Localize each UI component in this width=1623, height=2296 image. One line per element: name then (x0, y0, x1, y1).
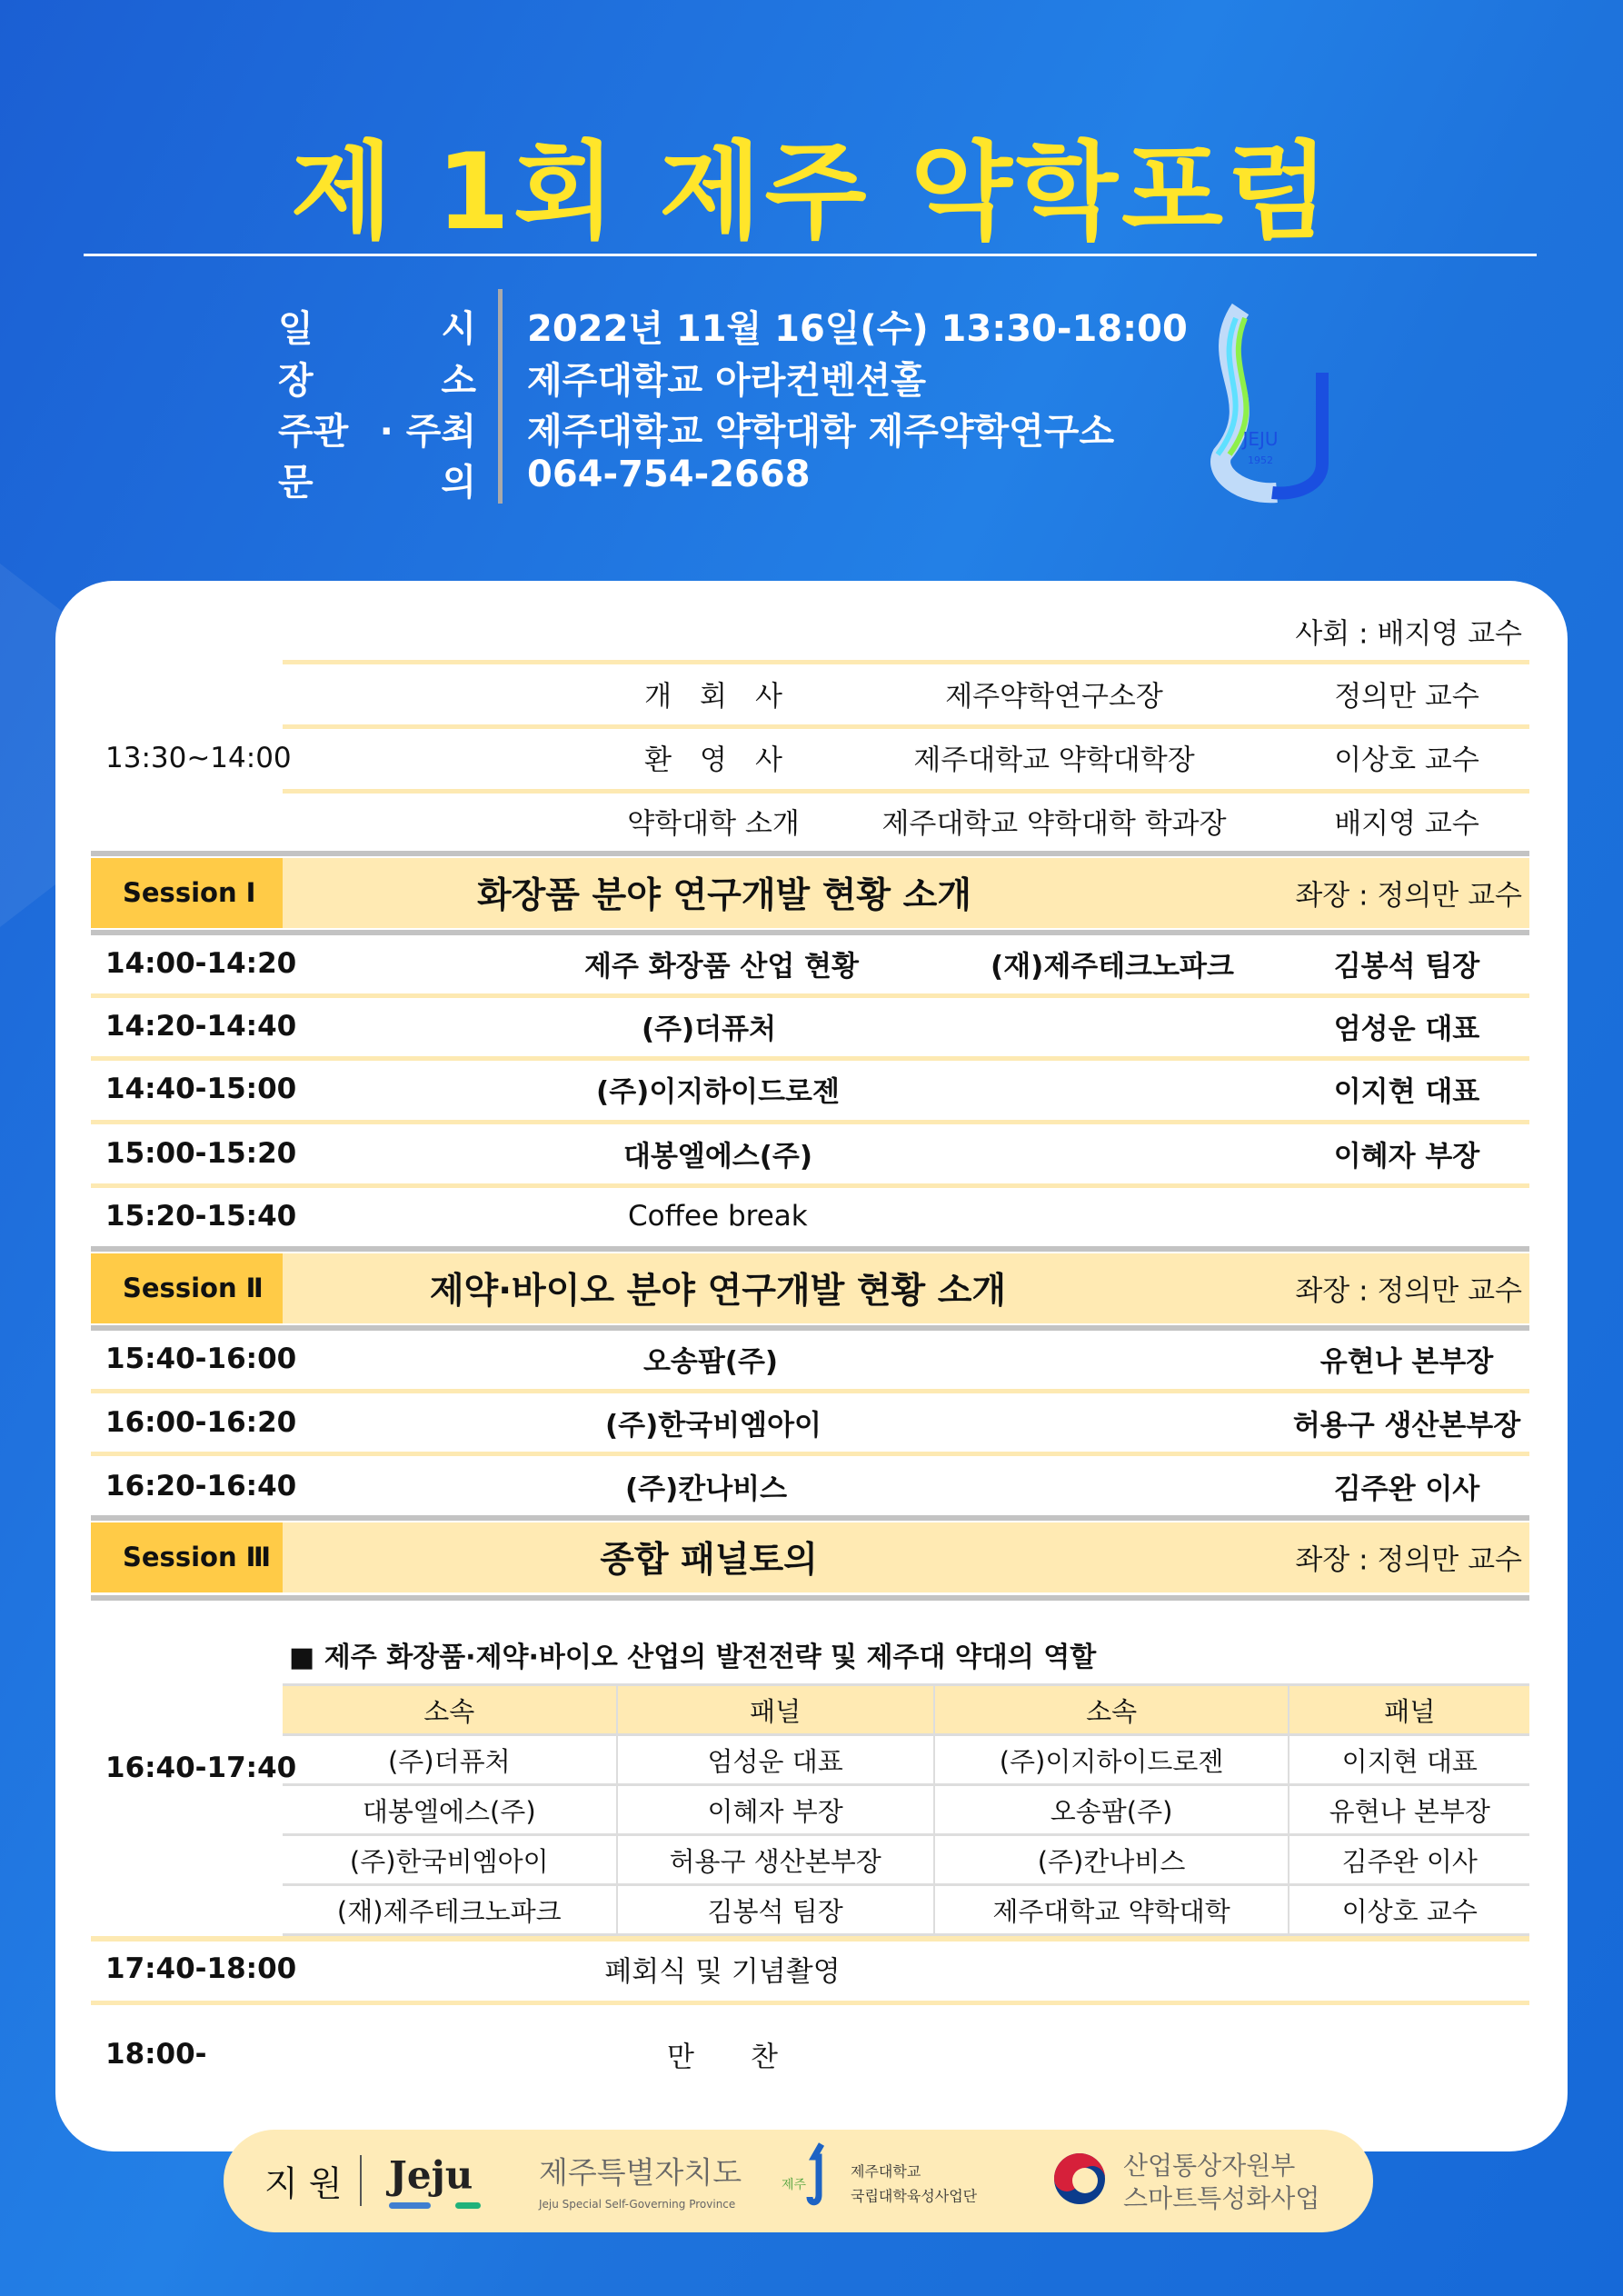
opening-item: 환 영 사 (644, 744, 782, 777)
info-host: 제주대학교 약학대학 제주약학연구소 (527, 411, 1115, 453)
session-time: 15:20-15:40 (105, 1200, 297, 1233)
table-cell: (주)이지하이드로젠 (934, 1735, 1289, 1785)
row-divider (283, 660, 1529, 664)
table-cell: 이상호 교수 (1289, 1885, 1529, 1935)
table-cell: 이혜자 부장 (617, 1785, 934, 1835)
table-cell: 유현나 본부장 (1289, 1785, 1529, 1835)
table-cell: 김주완 이사 (1289, 1835, 1529, 1885)
motie-line1: 산업통상자원부 (1123, 2151, 1296, 2181)
row-divider (283, 789, 1529, 794)
panel-header: 패널 (1289, 1685, 1529, 1735)
session-speaker: 김주완 이사 (1333, 1472, 1480, 1506)
table-cell: (재)제주테크노파크 (283, 1885, 617, 1935)
session-speaker: 유현나 본부장 (1319, 1345, 1494, 1379)
table-cell: 대봉엘에스(주) (283, 1785, 617, 1835)
session-speaker: 김봉석 팀장 (1333, 950, 1480, 983)
table-cell: 오송팜(주) (934, 1785, 1289, 1835)
session-time: 14:20-14:40 (105, 1010, 297, 1043)
table-row (283, 1885, 1529, 1935)
session-1-label: Session Ⅰ (123, 877, 256, 908)
panel-time: 16:40-17:40 (105, 1752, 297, 1784)
table-cell: (주)더퓨처 (283, 1735, 617, 1785)
table-row (283, 1835, 1529, 1885)
session-item: (주)한국비엠아이 (605, 1409, 821, 1442)
info-venue: 제주대학교 아라컨벤션홀 (527, 360, 926, 402)
session-speaker: 엄성운 대표 (1333, 1013, 1480, 1046)
session-item: 제주 화장품 산업 현황 (584, 950, 859, 983)
jnu-line2: 국립대학육성사업단 (851, 2187, 978, 2205)
jeju-logo-mark (389, 2202, 431, 2209)
session-2-label: Session Ⅱ (123, 1273, 264, 1303)
row-divider (91, 1389, 1529, 1393)
table-cell: (주)한국비엠아이 (283, 1835, 617, 1885)
page-title: 제 1회 제주 약학포럼 (290, 131, 1333, 254)
opening-item: 약학대학 소개 (627, 807, 800, 841)
session-speaker: 허용구 생산본부장 (1292, 1409, 1521, 1442)
jeju-university-logo (1186, 300, 1349, 505)
info-divider (498, 289, 503, 504)
session-time: 15:40-16:00 (105, 1343, 297, 1375)
jnu-line1: 제주대학교 (851, 2162, 921, 2181)
dinner-item: 만 찬 (667, 2041, 778, 2074)
section-divider (91, 1515, 1529, 1521)
session-3-chair: 좌장 : 정의만 교수 (1295, 1543, 1522, 1577)
moderator: 사회 : 배지영 교수 (1295, 617, 1522, 651)
info-label-host: 주관 · 주최 (278, 411, 476, 453)
panel-header: 소속 (934, 1685, 1289, 1735)
opening-time: 13:30~14:00 (105, 742, 292, 774)
motie-line2: 스마트특성화사업 (1123, 2183, 1320, 2213)
info-label-date: 일 시 (278, 308, 476, 350)
session-2-title: 제약·바이오 분야 연구개발 현황 소개 (429, 1271, 1007, 1312)
opening-name: 이상호 교수 (1334, 744, 1479, 777)
info-label-venue: 장 소 (278, 360, 476, 402)
title-divider (84, 254, 1537, 256)
table-cell: (주)칸나비스 (934, 1835, 1289, 1885)
table-cell: 엄성운 대표 (617, 1735, 934, 1785)
svg-text:JEJU: JEJU (1242, 428, 1279, 450)
table-cell: 김봉석 팀장 (617, 1885, 934, 1935)
jeju-province-sub: Jeju Special Self-Governing Province (539, 2198, 736, 2211)
session-1-title: 화장품 분야 연구개발 현황 소개 (476, 875, 972, 916)
opening-name: 정의만 교수 (1334, 680, 1479, 714)
table-row (283, 1785, 1529, 1835)
jeju-province-name: 제주특별자치도 (539, 2154, 742, 2191)
session-item: 대봉엘에스(주) (622, 1140, 813, 1173)
opening-item: 개 회 사 (644, 680, 782, 714)
opening-org: 제주약학연구소장 (945, 680, 1163, 714)
session-item: (주)더퓨처 (641, 1013, 777, 1046)
info-contact: 064-754-2668 (527, 454, 811, 495)
row-divider (91, 993, 1529, 998)
support-banner (224, 2130, 1373, 2232)
table-row (283, 1735, 1529, 1785)
opening-org: 제주대학교 약학대학 학과장 (881, 807, 1227, 841)
session-time: 14:00-14:20 (105, 947, 297, 980)
table-cell: 이지현 대표 (1289, 1735, 1529, 1785)
jnu-mark: 제주 (782, 2178, 807, 2192)
session-speaker: 이혜자 부장 (1333, 1140, 1480, 1173)
session-3-label: Session Ⅲ (123, 1542, 272, 1572)
session-1-chair: 좌장 : 정의만 교수 (1295, 879, 1522, 913)
closing-item: 폐회식 및 기념촬영 (604, 1955, 841, 1989)
row-divider (283, 724, 1529, 729)
dinner-time: 18:00- (105, 2038, 207, 2071)
info-date: 2022년 11월 16일(수) 13:30-18:00 (527, 308, 1188, 350)
table-cell: 허용구 생산본부장 (617, 1835, 934, 1885)
opening-name: 배지영 교수 (1334, 807, 1479, 841)
session-item: (주)칸나비스 (624, 1472, 788, 1506)
section-divider (91, 1246, 1529, 1252)
taegeuk-icon (1050, 2150, 1109, 2208)
session-speaker: 이지현 대표 (1333, 1075, 1480, 1109)
session-time: 16:20-16:40 (105, 1470, 297, 1502)
section-divider (91, 1325, 1529, 1331)
support-divider (360, 2155, 362, 2206)
session-item: 오송팜(주) (642, 1345, 779, 1379)
session-time: 15:00-15:20 (105, 1137, 297, 1170)
session-time: 14:40-15:00 (105, 1073, 297, 1105)
session-org: (재)제주테크노파크 (991, 950, 1234, 983)
panel-header: 소속 (283, 1685, 617, 1735)
panel-subtitle: ■ 제주 화장품·제약·바이오 산업의 발전전략 및 제주대 약대의 역할 (289, 1642, 1097, 1673)
info-label-contact: 문 의 (278, 462, 476, 504)
section-divider (91, 851, 1529, 856)
opening-org: 제주대학교 약학대학장 (913, 744, 1195, 777)
row-divider (91, 1183, 1529, 1188)
support-label: 지 원 (264, 2163, 343, 2204)
panel-table (283, 1683, 1529, 1936)
closing-time: 17:40-18:00 (105, 1952, 297, 1985)
row-divider (91, 2001, 1529, 2005)
svg-text:1952: 1952 (1248, 454, 1273, 466)
session-item: (주)이지하이드로젠 (596, 1075, 840, 1109)
table-cell: 제주대학교 약학대학 (934, 1885, 1289, 1935)
row-divider (91, 1056, 1529, 1061)
row-divider (91, 1936, 1529, 1942)
jnu-arrow-icon (805, 2141, 838, 2213)
section-divider (91, 930, 1529, 935)
jeju-logo: Jeju (389, 2152, 473, 2198)
coffee-break: Coffee break (628, 1200, 808, 1233)
section-divider (91, 1595, 1529, 1601)
row-divider (91, 1452, 1529, 1456)
row-divider (91, 1120, 1529, 1124)
session-time: 16:00-16:20 (105, 1406, 297, 1439)
session-2-chair: 좌장 : 정의만 교수 (1295, 1274, 1522, 1308)
jeju-logo-mark (455, 2202, 481, 2209)
panel-header: 패널 (617, 1685, 934, 1735)
session-3-title: 종합 패널토의 (600, 1540, 818, 1581)
